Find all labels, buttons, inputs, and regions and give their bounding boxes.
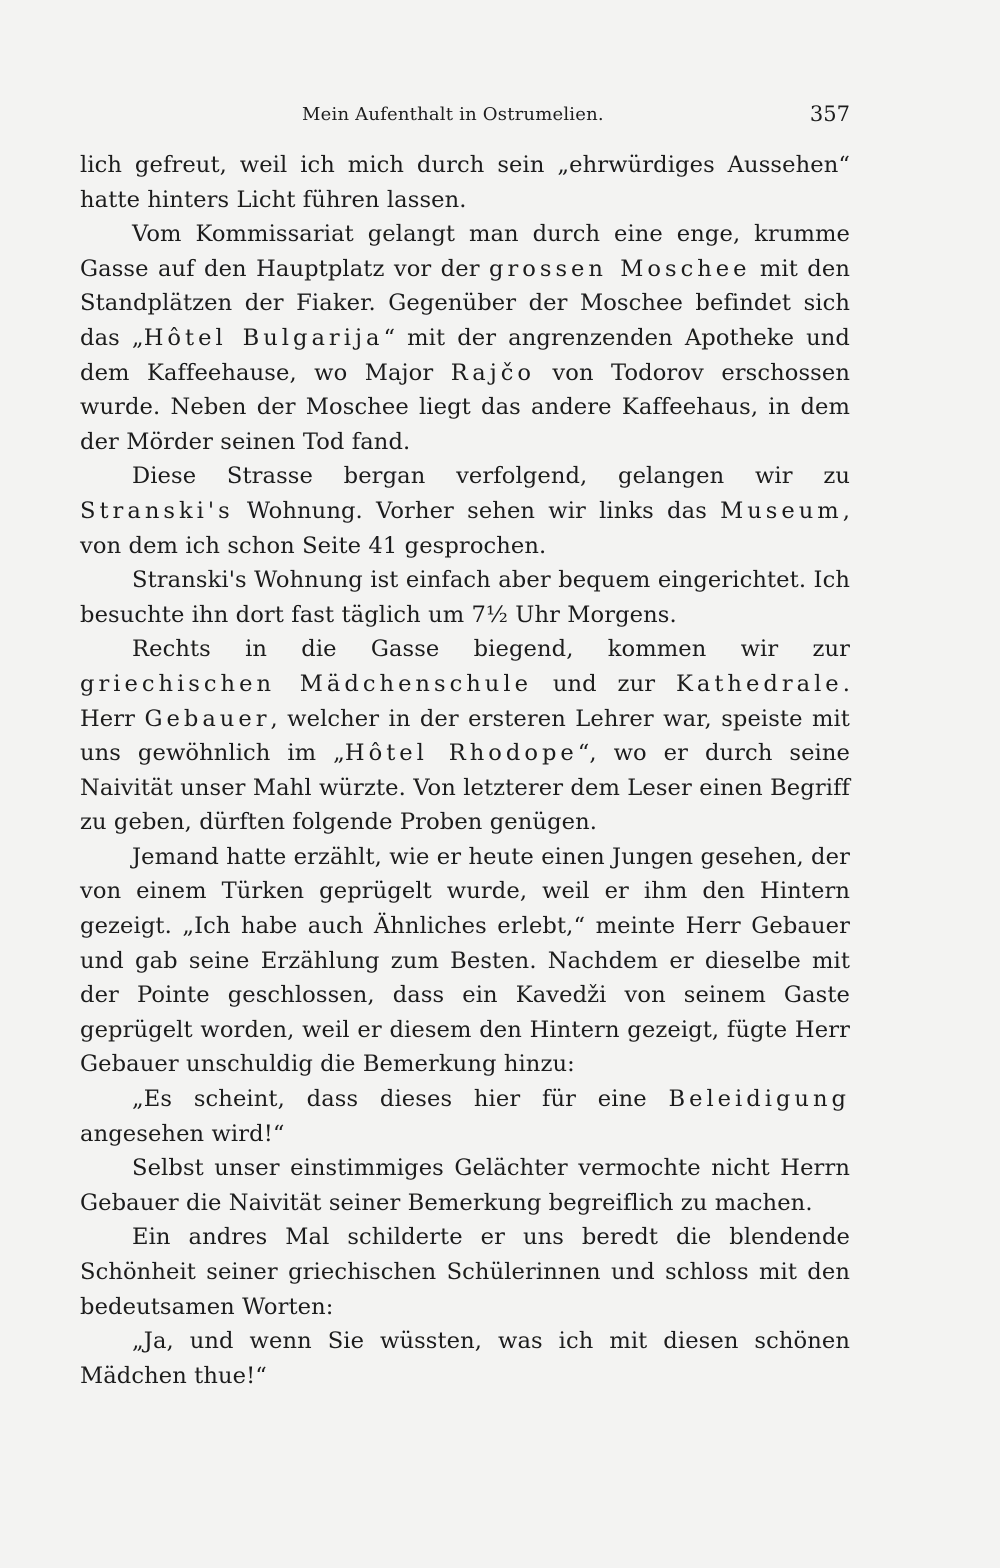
spaced-emphasis-text: Kathedrale xyxy=(676,670,843,697)
paragraph-text: “ mit der angrenzenden Apotheke und dem Kaffeehause, wo Major xyxy=(80,324,850,386)
book-page xyxy=(80,100,850,1393)
paragraph-text: Selbst unser einstimmiges Gelächter vermochte nicht Herrn Gebauer die Naivität seiner Bemerkung begreiflich zu machen. xyxy=(80,1155,850,1216)
paragraph-text: Jemand hatte erzählt, wie er heute einen Jungen gesehen, der von einem Türken geprügelt wurde, weil er ihm den Hintern gezeigt. „Ich habe auch Ähnliches erlebt,“ meinte Herr Gebauer und gab seine Erzählung zum Besten. Nachdem er dieselbe mit der Pointe geschlossen, dass ein Kavedži von seinem Gaste geprügelt worden, weil er diesem den Hintern gezeigt, fügte Herr Gebauer unschuldig die Bemerkung hinzu: xyxy=(80,843,850,1078)
paragraph-text: „Ja, und wenn Sie wüssten, was ich mit diesen schönen Mädchen thue!“ xyxy=(80,1328,850,1389)
spaced-emphasis-text: Hôtel Rhodope xyxy=(344,740,578,767)
spaced-emphasis-text: Gebauer xyxy=(144,705,271,732)
paragraph-text: „Es scheint, dass dieses hier für eine xyxy=(132,1086,669,1113)
paragraph-text: mit den Standplätzen der Fiaker. Gegenüber der Moschee befindet sich das „ xyxy=(80,255,850,351)
paragraph xyxy=(80,1151,850,1220)
spaced-emphasis-text: Stranski's xyxy=(80,497,234,524)
paragraph-text: Diese Strasse bergan verfolgend, gelangen wir zu xyxy=(132,463,850,490)
paragraph xyxy=(80,840,850,1082)
page-number: 357 xyxy=(809,102,850,126)
spaced-emphasis-text: grossen Moschee xyxy=(489,255,751,282)
paragraph-text: lich gefreut, weil ich mich durch sein „ehrwürdiges Aussehen“ hatte hinters Licht führen lassen. xyxy=(80,152,850,213)
paragraph-text: , welcher in der ersteren Lehrer war, speiste mit uns gewöhnlich im „ xyxy=(80,705,850,767)
spaced-emphasis-text: Museum xyxy=(720,497,843,524)
paragraph-text: Rechts in die Gasse biegend, kommen wir zur xyxy=(132,636,850,663)
spaced-emphasis-text: griechischen Mädchenschule xyxy=(80,670,532,697)
paragraph xyxy=(80,1220,850,1324)
paragraph xyxy=(80,459,850,563)
paragraph-text: . Herr xyxy=(80,670,850,732)
running-head xyxy=(80,100,850,134)
paragraph xyxy=(80,632,850,840)
spaced-emphasis-text: Rajčo xyxy=(450,359,535,386)
paragraph xyxy=(80,1082,850,1151)
paragraph-text: Wohnung. Vorher sehen wir links das xyxy=(233,497,721,524)
paragraph xyxy=(80,148,850,217)
spaced-emphasis-text: Beleidigung xyxy=(668,1086,850,1113)
paragraph-text: Ein andres Mal schilderte er uns beredt die blendende Schönheit seiner griechischen Schülerinnen und schloss mit den bedeutsamen Worten: xyxy=(80,1224,850,1320)
spaced-emphasis-text: Hôtel Bulgarija xyxy=(143,324,384,351)
paragraph-text: angesehen wird!“ xyxy=(80,1120,285,1147)
paragraph-text: , von dem ich schon Seite 41 gesprochen. xyxy=(80,497,850,559)
paragraph-text: Vom Kommissariat gelangt man durch eine enge, krumme Gasse auf den Hauptplatz vor der xyxy=(80,221,850,282)
paragraph-text: Stranski's Wohnung ist einfach aber bequem eingerichtet. Ich besuchte ihn dort fast täglich um 7½ Uhr Morgens. xyxy=(80,567,850,628)
running-title: Mein Aufenthalt in Ostrumelien. xyxy=(302,104,604,125)
paragraph xyxy=(80,563,850,632)
paragraph xyxy=(80,1324,850,1393)
paragraph-text: von Todorov erschossen wurde. Neben der Moschee liegt das andere Kaffeehaus, in dem der Mörder seinen Tod fand. xyxy=(80,359,851,455)
paragraph xyxy=(80,217,850,459)
body-text xyxy=(80,148,850,1393)
paragraph-text: “, wo er durch seine Naivität unser Mahl würzte. Von letzterer dem Leser einen Begriff zu geben, dürften folgende Proben genügen. xyxy=(80,740,850,836)
paragraph-text: und zur xyxy=(531,670,676,697)
